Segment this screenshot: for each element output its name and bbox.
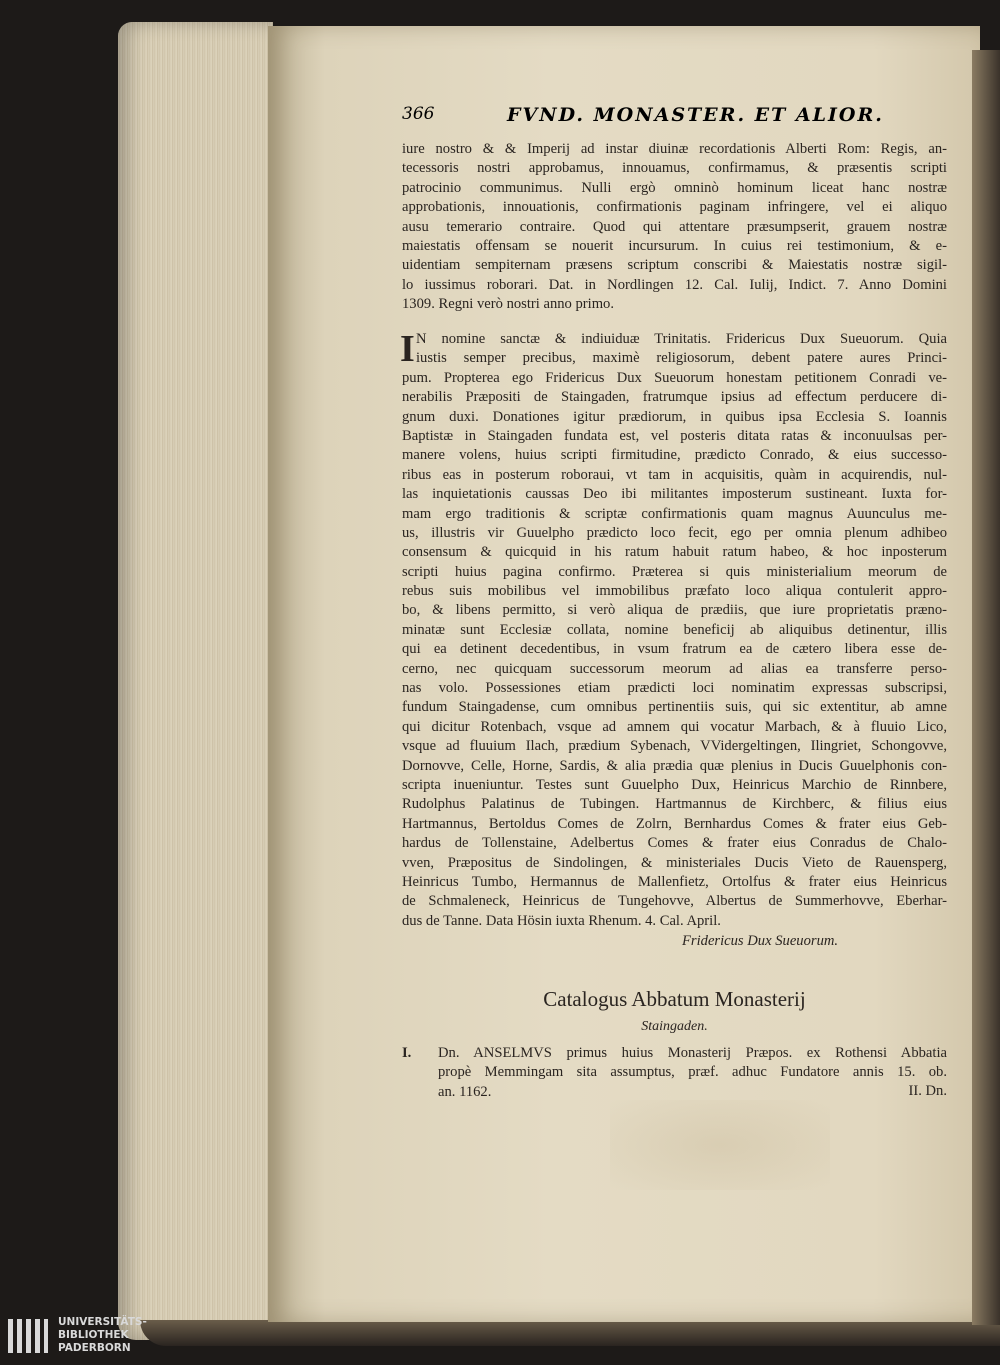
text-line: ribus eas in posterum roboraui, vt tam in acquisitis, quàm in acquirendis, nul- [402,466,947,483]
text-line: las inquietationis caussas Deo ibi militantes imposterum sustineant. Iuxta for- [402,486,947,503]
text-line: scripta inueniuntur. Testes sunt Guuelpho Dux, Heinricus Marchio de Rinnbere, [402,776,947,793]
text-line: fundum Staingadense, cum omnibus pertinentiis suis, qui sic extentitur, ab amne [402,699,947,716]
text-line: uidentiam sempiternam præsens scriptum conscribi & Maiestatis nostræ sigil- [402,257,947,274]
text-line: pum. Propterea ego Fridericus Dux Sueuorum honestam petitionem Conradi ve- [402,369,947,386]
text-line: N nomine sanctæ & indiuiduæ Trinitatis. Fridericus Dux Sueuorum. Quia [416,331,947,347]
text-line: nerabilis Præpositi de Staingaden, fratrumque ipsius ad effectum perducere di- [402,389,947,406]
text-line: scripti huius pagina confirmo. Præterea si quis ministerialium meorum de [402,563,947,580]
text-line: gnum duxi. Donationes igitur prædiorum, in quibus ipsa Ecclesia S. Ioannis [402,408,947,425]
text-line: tecessoris nostri approbamus, innouamus, confirmamus, & præsentis scripti [402,160,947,177]
text-line: qui ea detinent decedentibus, in vsum fratrum ea de cætero libera esse de- [402,641,947,658]
text-line: Heinricus Tumbo, Hermannus de Mallenfietz, Ortolfus & frater eius Heinricus [402,873,947,890]
text-line: vsque ad fluuium Ilach, prædium Sybenach, VVidergeltingen, Ilingriet, Schongovve, [402,738,947,755]
catchword: II. Dn. [908,1083,947,1099]
logo-line: BIBLIOTHEK [58,1329,129,1341]
signature: Fridericus Dux Sueuorum. [682,933,839,949]
paragraph-charter-friderici [402,330,947,931]
text-line: patrocinio communimus. Nulli ergò omninò hominum liceat hanc nostræ [402,179,947,196]
book-page-edges [118,22,273,1340]
text-line: Rudolphus Palatinus de Tubingen. Hartmannus de Kirchberc, & filius eius [402,796,947,813]
text-line: mam ergo traditionis & scriptæ confirmationis quam magnus Auunculus me- [402,505,947,522]
text-line: de Schmaleneck, Heinricus de Tungehovve, Albertus de Summerhovve, Eberhar- [402,893,947,910]
entry-text [438,1044,947,1102]
text-line: Hartmannus, Bertoldus Comes de Zolrn, Bernhardus Comes & frater eius Geb- [402,815,947,832]
text-line: Dornovve, Celle, Horne, Sardis, & alia prædia quæ plenius in Ducis Guuelphonis con- [402,757,947,774]
text-line: cerno, nec quicquam successorum meorum ad alias ea transferre perso- [402,660,947,677]
catalog-title: Catalogus Abbatum Monasterij [543,987,806,1011]
text-line: Baptistæ in Staingaden fundata est, vel posteris ditata ratas & inconuulsas per- [402,427,947,444]
text-line: nas volo. Possessiones etiam prædicti loci nominatim expressas subscripsi, [402,680,947,697]
text-line: iure nostro & & Imperij ad instar diuinæ recordationis Alberti Rom: Regis, an- [402,141,947,157]
text-line: bo, & libens permitto, si verò aliqua de prædiis, que iure proprietatis præno- [402,602,947,619]
text-line: qui dicitur Rotenbach, vsque ad amnem qui vocatur Marbach, & à fluuio Lico, [402,718,947,735]
library-logo-text [58,1316,147,1355]
book-cover-bottom [140,1320,1000,1346]
text-line: minatæ sunt Ecclesiæ collata, nomine beneficij ab aliquibus detinentur, illis [402,621,947,638]
logo-line: PADERBORN [58,1342,131,1354]
text-line: 1309. Regni verò nostri anno primo. [402,296,614,313]
running-head: FVND. MONASTER. ET ALIOR. [507,104,884,126]
drop-cap: I [400,328,415,370]
text-line: hardus de Tollenstaine, Adelbertus Comes & frater eius Conradus de Chalo- [402,835,947,852]
entry-number: I. [402,1045,412,1061]
paragraph-charter-1309 [402,140,947,315]
text-line: dus de Tanne. Data Hösin iuxta Rhenum. 4. Cal. April. [402,912,721,929]
text-line: approbationis, innouationis, confirmationis paginam infringere, vel ei aliquo [402,199,947,216]
text-line: iustis semper precibus, maximè religiosorum, debent patere aures Princi- [416,350,947,367]
text-line: Dn. ANSELMVS primus huius Monasterij Præpos. ex Rothensi Abbatia [438,1045,947,1061]
text-line: us, illustris vir Guuelpho prædicto loco fecit, ego per omnia plenum adhibeo [402,524,947,541]
text-line: consensum & quicquid in his ratum habuit ratum habeo, & hoc inposterum [402,544,947,561]
text-line: manere volens, huius scripti firmitudine, prædicto Conrado, & eius successo- [402,447,947,464]
facing-page-edge [972,50,1000,1325]
paper-stain [610,1100,830,1190]
logo-line: UNIVERSITÄTS- [58,1316,147,1328]
library-logo [6,1313,147,1361]
text-line: rebus suis mobilibus vel immobilibus præfato loco aliqua contulerit appro- [402,583,947,600]
text-line: lo iussimus roborari. Dat. in Nordlingen 12. Cal. Iulij, Indict. 7. Anno Domini [402,276,947,293]
catalog-subtitle: Staingaden. [641,1019,708,1034]
text-line: vven, Præpositus de Sindolingen, & ministeriales Ducis Vieto de Rauensperg, [402,854,947,871]
page-number: 366 [402,104,435,124]
text-line: ausu temerario contraire. Quod qui attentare præsumpserit, grauem nostræ [402,218,947,235]
page-header [402,104,947,134]
text-line: propè Memmingam sita assumptus, præf. adhuc Fundatore annis 15. ob. [438,1064,947,1081]
text-line: maiestatis offensam se nouerit incursurum. In cuius rei testimonium, & e- [402,237,947,254]
library-logo-icon [6,1315,50,1357]
text-line: an. 1162. [438,1083,492,1100]
